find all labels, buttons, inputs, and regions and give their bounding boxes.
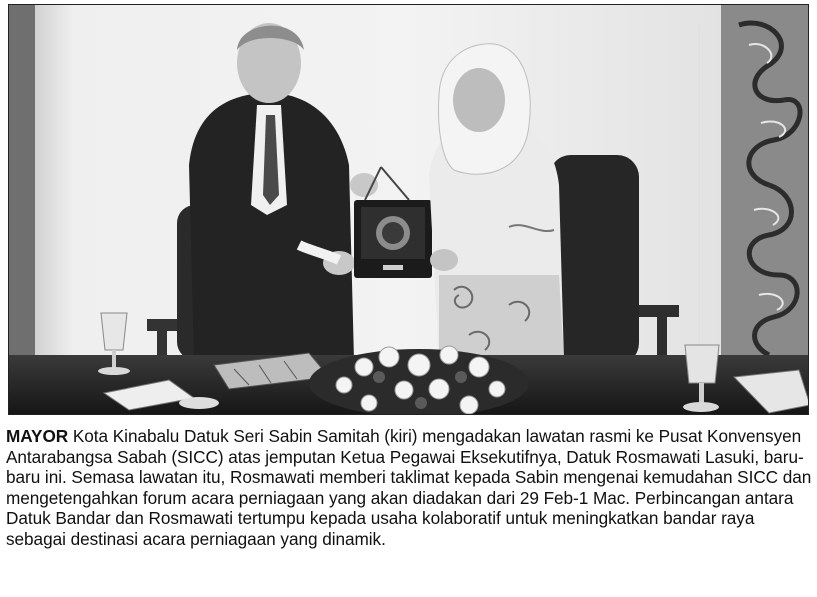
- photo-illustration: [9, 5, 809, 415]
- photo-caption: [6, 426, 814, 550]
- caption-lead: MAYOR: [6, 426, 69, 446]
- carved-panel: [721, 5, 809, 365]
- caption-body: Kota Kinabalu Datuk Seri Sabin Samitah (kiri) mengadakan lawatan rasmi ke Pusat Konvensyen Antarabangsa Sabah (SICC) atas jemputan Ketua Pegawai Eksekutifnya, Datuk Rosmawati Lasuki, baru-baru ini. Semasa lawatan itu, Rosmawati memberi taklimat kepada Sabin mengenai kemudahan SICC dan mengetengahkan forum acara perniagaan yang akan diadakan dari 29 Feb-1 Mac. Perbincangan antara Datuk Bandar dan Rosmawati tertumpu kepada usaha kolaboratif untuk meningkatkan bandar raya sebagai destinasi acara perniagaan yang dinamik.: [6, 426, 812, 549]
- left-pillar: [9, 5, 35, 365]
- news-photo: [8, 4, 809, 415]
